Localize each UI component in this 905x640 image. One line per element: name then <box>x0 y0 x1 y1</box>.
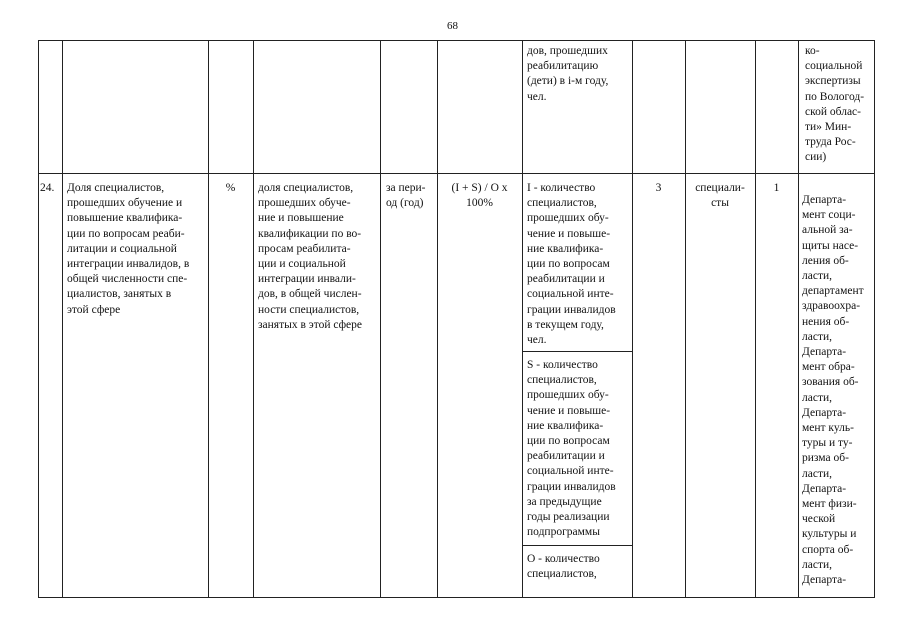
column-divider <box>685 40 686 598</box>
period-cell: за пери- од (год) <box>386 182 426 210</box>
basic-indicator-i: I - количество специалистов, прошедших обу- чение и повыше- ние квалифика- ции по вопросам реабилитации и социальной инте- грации инвалидов в текущем году, чел. <box>527 182 616 347</box>
column-divider <box>798 40 799 598</box>
subcell-divider <box>522 351 633 352</box>
responsible-cell: Департа- мент соци- альной за- щиты насе- ления об- ласти, департамент здравоохра- нения об- ласти, Департа- мент обра- зования об- ласти, Департа- мент куль- туры и ту- ризма об- ласти, Департа- мент физи- ческой культуры и спорта об- ласти, Департа- <box>802 194 864 587</box>
table-bottom-border <box>38 597 875 598</box>
column-divider <box>253 40 254 598</box>
method-code-cell: 3 <box>655 182 662 194</box>
basic-indicator-o: O - количество специалистов, <box>527 553 600 581</box>
population-cell: специали- сты <box>695 182 745 210</box>
unit-cell: % <box>225 182 236 194</box>
column-divider <box>632 40 633 598</box>
indicator-name-cell: Доля специалистов, прошедших обучение и повышение квалифика- ции по вопросам реаби- литации и социальной интеграции инвалидов, в общей численности спе- циалистов, занятых в этой сфере <box>67 182 190 316</box>
basic-indicator-s: S - количество специалистов, прошедших обу- чение и повыше- ние квалифика- ции по вопросам реабилитации и социальной инте- грации инвалидов за предыдущие годы реализации подпрограммы <box>527 359 616 539</box>
continuation-formula-cell: дов, прошедших реабилитацию (дети) в i-м году, чел. <box>527 45 609 103</box>
page-number: 68 <box>447 20 458 32</box>
column-divider <box>62 40 63 598</box>
table-border-left <box>38 40 39 598</box>
column-divider <box>755 40 756 598</box>
row-divider <box>38 173 875 174</box>
formula-cell: (I + S) / O x 100% <box>451 182 508 210</box>
column-9-cell: 1 <box>773 182 780 194</box>
column-divider <box>437 40 438 598</box>
column-divider <box>380 40 381 598</box>
continuation-source-cell: ко- социальной экспертизы по Вологод- ской облас- ти» Мин- труда Рос- сии) <box>805 45 865 164</box>
table-top-border <box>38 40 875 41</box>
definition-cell: доля специалистов, прошедших обуче- ние и повышение квалификации по во- просам реабилита- ции и социальной интеграции инвали- дов, в общей числен- ности специалистов, занятых в этой сфере <box>258 182 363 331</box>
row-number: 24. <box>40 182 55 194</box>
subcell-divider <box>522 545 633 546</box>
column-divider <box>522 40 523 598</box>
column-divider <box>208 40 209 598</box>
